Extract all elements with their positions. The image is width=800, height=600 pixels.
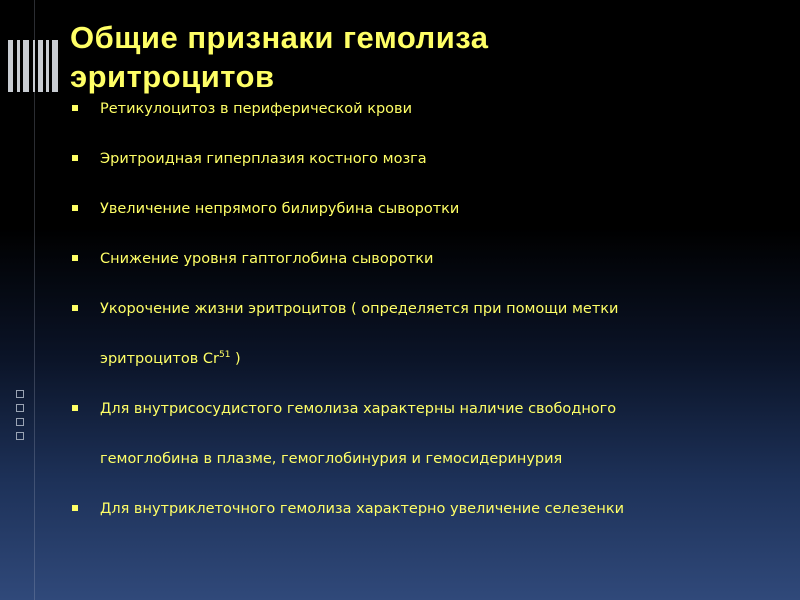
- bullet-text-part: эритроцитов Cr: [100, 351, 219, 367]
- bullet-text: Для внутрисосудистого гемолиза характерны наличие свободного: [100, 401, 617, 417]
- title-line-1: Общие признаки гемолиза: [70, 20, 489, 55]
- bullet-item: [72, 396, 772, 472]
- bullet-text: Увеличение непрямого билирубина сыворотки: [100, 201, 460, 217]
- isotope-superscript: 51: [218, 350, 231, 361]
- bullet-text: Для внутриклеточного гемолиза характерно увеличение селезенки: [100, 501, 625, 517]
- bullet-marker: [72, 505, 78, 511]
- bullet-marker: [72, 105, 78, 111]
- bullet-marker: [72, 155, 78, 161]
- bullet-marker: [72, 405, 78, 411]
- bullet-text: Ретикулоцитоз в периферической крови: [100, 101, 412, 117]
- title-decoration: [8, 40, 58, 92]
- bullet-item: [72, 246, 772, 272]
- bullet-text-continuation: гемоглобина в плазме, гемоглобинурия и гемосидеринурия: [100, 451, 563, 467]
- bullet-marker: [72, 305, 78, 311]
- bullet-marker: [72, 255, 78, 261]
- bullet-item: [72, 196, 772, 222]
- bullet-text: Укорочение жизни эритроцитов ( определяется при помощи метки: [100, 301, 619, 317]
- bullet-item: [72, 96, 772, 122]
- bullet-item: [72, 296, 772, 372]
- bullet-item: [72, 146, 772, 172]
- bullet-item: [72, 496, 772, 522]
- bullet-list: [72, 96, 772, 546]
- slide-title: [70, 18, 770, 96]
- decorative-square: [16, 404, 24, 412]
- bullet-text: Снижение уровня гаптоглобина сыворотки: [100, 251, 434, 267]
- bullet-text-part: ): [230, 351, 241, 367]
- bullet-text-continuation: [100, 346, 772, 372]
- decorative-square: [16, 418, 24, 426]
- decorative-square: [16, 390, 24, 398]
- bullet-text: Эритроидная гиперплазия костного мозга: [100, 151, 427, 167]
- title-line-2: эритроцитов: [70, 59, 275, 94]
- bullet-marker: [72, 205, 78, 211]
- decorative-square: [16, 432, 24, 440]
